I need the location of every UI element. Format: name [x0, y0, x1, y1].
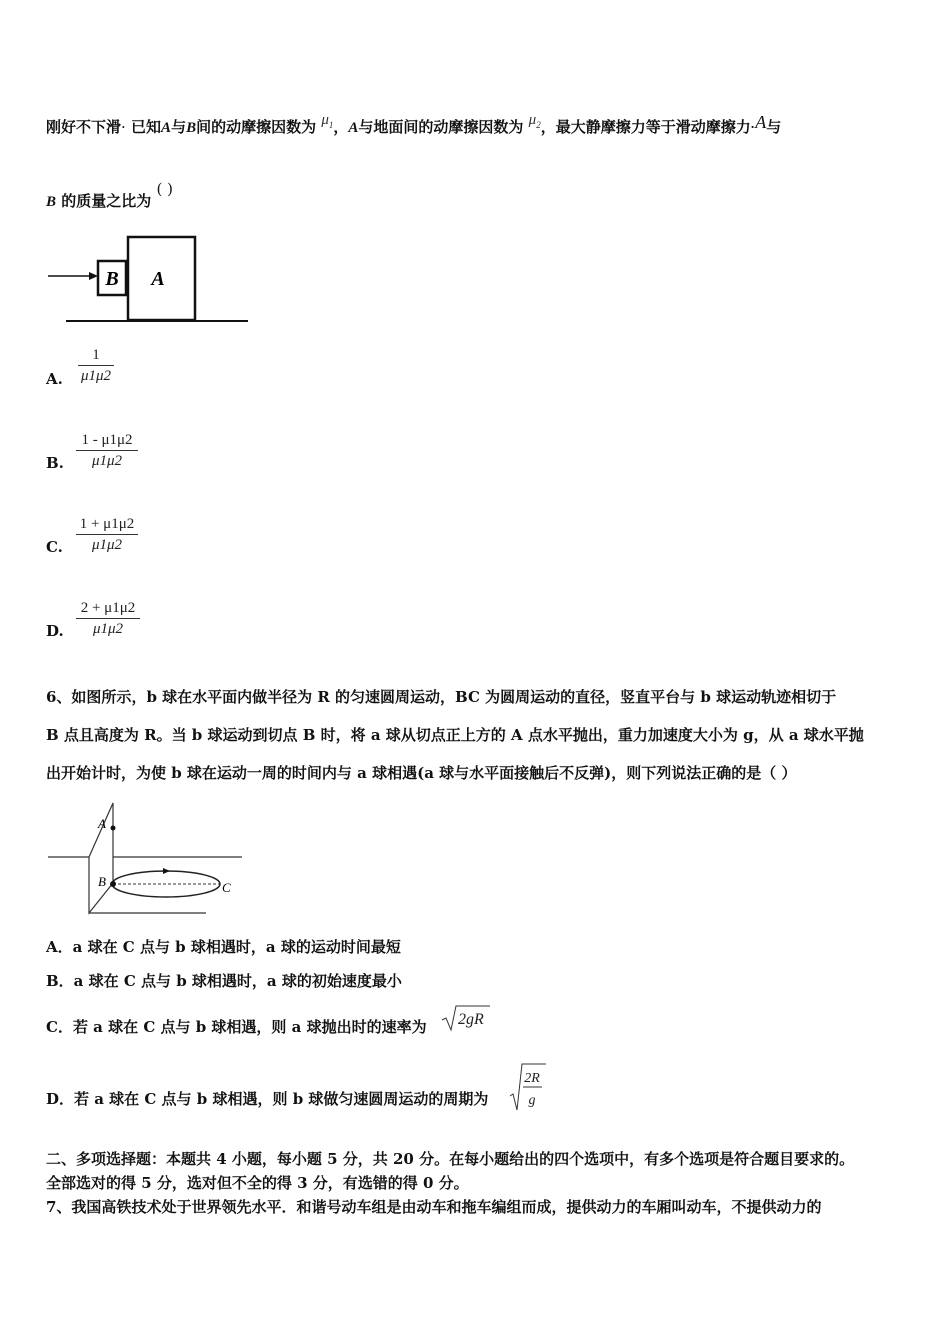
q5-text-c: 与: [171, 118, 187, 136]
q6-option-D[interactable]: D．若 a 球在 C 点与 b 球相遇，则 b 球做匀速圆周运动的周期为: [46, 1090, 489, 1108]
frac-num: 2R: [524, 1071, 540, 1086]
label-A: A: [151, 268, 165, 290]
q5-option-D-frac: $\frac{2 + \mu 1\mu 2}{\mu 1\mu 2}$: [76, 598, 140, 639]
q5-paren: ( ): [156, 180, 173, 198]
q5-A2: A: [348, 120, 359, 136]
point-A: [111, 826, 116, 831]
q5-text-e: 与地面间的动摩擦因数为: [358, 118, 524, 136]
q6-option-B[interactable]: B．a 球在 C 点与 b 球相遇时，a 球的初始速度最小: [46, 972, 402, 990]
q5-option-D[interactable]: D.: [46, 622, 64, 640]
section2-line1: 二、多项选择题：本题共 4 小题，每小题 5 分，共 20 分。在每小题给出的四个选项中，有多个选项是符合题目要求的。: [46, 1150, 855, 1168]
sqrt-2R-over-g: [508, 1062, 548, 1112]
q5-A: A: [161, 120, 172, 136]
q6-line1: 6、如图所示，b 球在水平面内做半径为 R 的匀速圆周运动，BC 为圆周运动的直径，竖直平台与 b 球运动轨迹相切于: [46, 688, 837, 706]
q5-B2: B: [46, 194, 57, 210]
label-A: A: [98, 816, 106, 831]
q6-option-A[interactable]: A．a 球在 C 点与 b 球相遇时，a 球的运动时间最短: [46, 938, 401, 956]
point-B: [110, 881, 116, 887]
label-B: B: [98, 874, 106, 889]
q6-line2: B 点且高度为 R。当 b 球运动到切点 B 时，将 a 球从切点正上方的 A 点水平抛出，重力加速度大小为 g，从 a 球水平抛: [46, 726, 864, 744]
section2-line2: 全部选对的得 5 分，选对但不全的得 3 分，有选错的得 0 分。: [46, 1174, 469, 1192]
q5-B: B: [186, 120, 197, 136]
q5-option-A-frac: $\frac{1}{\mu 1\mu 2}$: [78, 345, 114, 386]
q6-option-C[interactable]: C．若 a 球在 C 点与 b 球相遇，则 a 球抛出时的速率为: [46, 1018, 427, 1036]
q5-option-B-frac: $\frac{1 - \mu 1\mu 2}{\mu 1\mu 2}$: [76, 430, 138, 471]
frac-den: g: [528, 1093, 536, 1108]
q5-text-a: 刚好不下滑: [46, 118, 122, 136]
q5-option-A[interactable]: A.: [46, 370, 63, 388]
q5-A3: A: [755, 112, 767, 132]
q6-circle-diagram: [46, 800, 244, 920]
q5-option-B[interactable]: B.: [46, 454, 64, 472]
q6-line3: 出开始计时，为使 b 球在运动一周的时间内与 a 球相遇(a 球与水平面接触后不反弹)，则下列说法正确的是（ ）: [46, 764, 797, 782]
q5-text-b: 已知: [131, 118, 162, 136]
q5-line1: 刚好不下滑· 已知A与B间的动摩擦因数为 $\mu_1$，A与地面间的动摩擦因数为 $\mu_2$，最大静摩擦力等于滑动摩擦力.A与: [46, 112, 782, 136]
q5-text-d: 间的动摩擦因数为: [196, 118, 317, 136]
q5-option-C-frac: $\frac{1 + \mu 1\mu 2}{\mu 1\mu 2}$: [76, 514, 138, 555]
q5-block-diagram: [46, 234, 250, 326]
q5-mu2: $\mu_2$: [528, 112, 541, 130]
sqrt-2gR: [440, 1004, 492, 1032]
q7-line1: 7、我国高铁技术处于世界领先水平．和谐号动车组是由动车和拖车编组而成，提供动力的车厢叫动车，不提供动力的: [46, 1198, 822, 1216]
q5-option-C[interactable]: C.: [46, 538, 63, 556]
q5-mu1: $\mu_1$: [321, 112, 334, 130]
q5-line2: [46, 180, 173, 211]
force-arrow-head: [89, 272, 98, 280]
q5-comma: ，: [333, 118, 349, 136]
label-B: B: [105, 268, 119, 290]
q5-text-line2: 的质量之比为: [61, 192, 152, 210]
sqrt-expr: 2gR: [458, 1011, 484, 1028]
label-C: C: [222, 880, 231, 895]
q5-text-g: 与: [766, 118, 782, 136]
q5-text-f: ，最大静摩擦力等于滑动摩擦力: [540, 118, 751, 136]
